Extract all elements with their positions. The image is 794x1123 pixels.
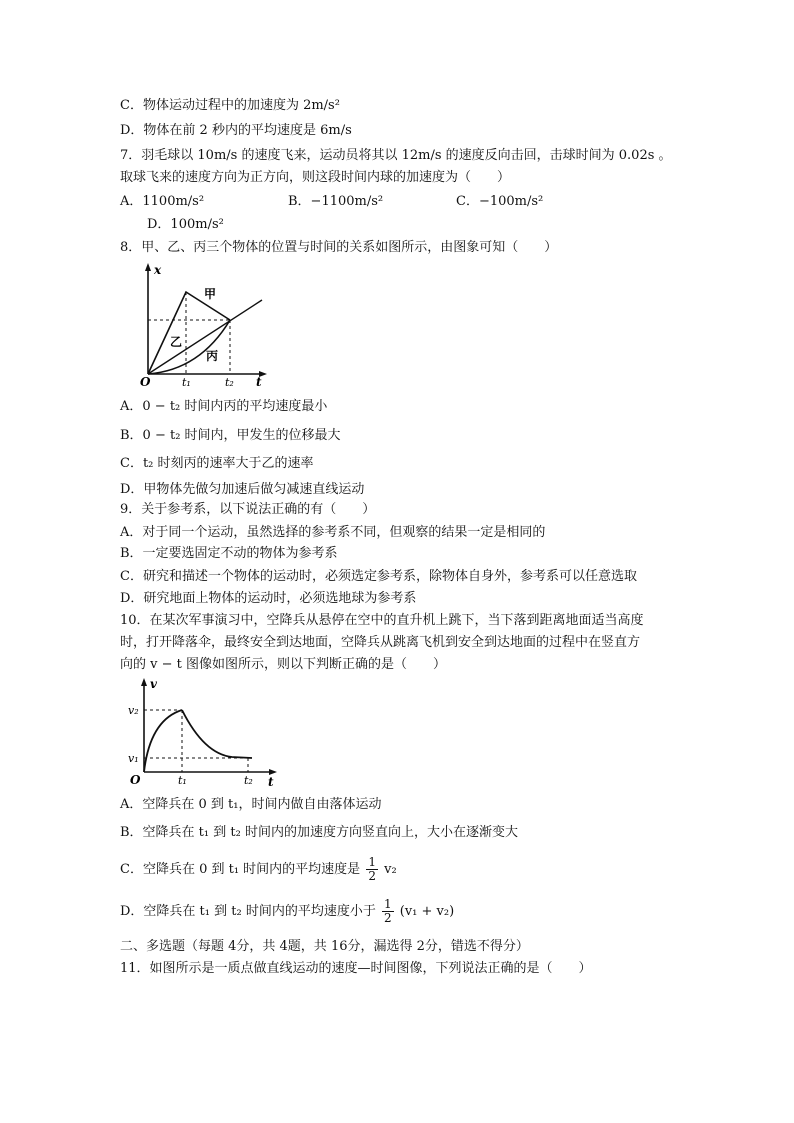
q10-option-c-numerator: 1 [368, 855, 376, 869]
section-2-heading: 二、多选题（每题 4分，共 4题，共 16分，漏选得 2分，错选不得分） [120, 939, 529, 954]
q9-option-d: D．研究地面上物体的运动时，必须选地球为参考系 [120, 591, 417, 606]
q9-stem: 9．关于参考系，以下说法正确的有（ ） [120, 502, 376, 517]
q10-velocity-time-graph [128, 676, 283, 794]
q10-axis-y-label: v [150, 677, 157, 691]
q9-option-a: A．对于同一个运动，虽然选择的参考系不同，但观察的结果一定是相同的 [120, 525, 546, 540]
q11-stem: 11．如图所示是一质点做直线运动的速度—时间图像，下列说法正确的是（ ） [120, 961, 592, 976]
q8-option-d: D．甲物体先做匀加速后做匀减速直线运动 [120, 482, 365, 497]
q8-position-time-graph [140, 262, 270, 387]
q8-label-jia: 甲 [204, 287, 217, 301]
q10-t2-label: t₂ [244, 774, 253, 787]
q10-curve-fall [182, 710, 252, 758]
q10-t1-label: t₁ [178, 774, 187, 787]
q10-y-arrow [141, 678, 147, 686]
q8-t1-label: t₁ [182, 376, 191, 387]
q10-option-c-text: C．空降兵在 0 到 t₁ 时间内的平均速度是 [120, 862, 361, 877]
q7-options-row [120, 193, 680, 211]
q10-option-c-denominator: 2 [368, 869, 376, 883]
q8-stem: 8．甲、乙、丙三个物体的位置与时间的关系如图所示，由图象可知（ ） [120, 240, 558, 255]
q10-axis-x-label: t [268, 775, 274, 789]
q10-stem-line2: 时，打开降落伞，最终安全到达地面，空降兵从跳离飞机到安全到达地面的过程中在竖直方 [120, 635, 641, 650]
q10-v2-label: v₂ [128, 704, 139, 717]
q9-option-c: C．研究和描述一个物体的运动时，必须选定参考系，除物体自身外，参考系可以任意选取 [120, 569, 637, 584]
q6-option-d: D．物体在前 2 秒内的平均速度是 6m/s [120, 123, 352, 138]
q10-option-c-fraction [366, 856, 378, 883]
q7-option-d: D．100m/s² [147, 217, 224, 232]
q10-option-d-denominator: 2 [383, 911, 392, 925]
q10-option-c [120, 856, 397, 883]
q7-option-b: B．−1100m/s² [288, 194, 384, 209]
q8-t2-label: t₂ [225, 376, 234, 387]
q6-option-c: C．物体运动过程中的加速度为 2m/s² [120, 98, 340, 113]
q7-stem-line1: 7．羽毛球以 10m/s 的速度飞来，运动员将其以 12m/s 的速度反向击回，击球时间为 0.02s 。 [120, 148, 672, 163]
q10-stem-line1: 10．在某次军事演习中，空降兵从悬停在空中的直升机上跳下，当下落到距离地面适当高度 [120, 613, 644, 628]
q10-option-b: B．空降兵在 t₁ 到 t₂ 时间内的加速度方向竖直向上，大小在逐渐变大 [120, 825, 518, 840]
q9-option-b: B．一定要选固定不动的物体为参考系 [120, 546, 338, 561]
q10-option-a: A．空降兵在 0 到 t₁，时间内做自由落体运动 [120, 797, 382, 812]
q8-label-bing: 丙 [206, 349, 219, 363]
q10-option-d-numerator: 1 [383, 897, 392, 911]
q10-origin-label: O [130, 773, 141, 787]
q8-label-yi: 乙 [170, 335, 183, 349]
q10-option-d-fraction [382, 898, 394, 925]
q7-option-c: C．−100m/s² [456, 194, 544, 209]
q10-option-d-text: D．空降兵在 t₁ 到 t₂ 时间内的平均速度小于 [120, 904, 376, 919]
q8-axis-x-label: t [256, 375, 262, 387]
q7-option-a: A．1100m/s² [120, 194, 205, 209]
q8-option-a: A．0 − t₂ 时间内丙的平均速度最小 [120, 399, 328, 414]
q7-stem-line2: 取球飞来的速度方向为正方向，则这段时间内球的加速度为（ ） [120, 170, 511, 185]
q8-option-c: C．t₂ 时刻丙的速率大于乙的速率 [120, 456, 314, 471]
q8-axis-y-label: x [154, 263, 162, 277]
q8-option-b: B．0 − t₂ 时间内，甲发生的位移最大 [120, 428, 341, 443]
q10-option-c-symbol: v₂ [384, 862, 397, 877]
q10-option-d-symbol: (v₁ + v₂) [399, 904, 455, 919]
q10-curve-rise [144, 710, 182, 772]
q8-y-arrow [145, 263, 151, 271]
q10-stem-line3: 向的 v − t 图像如图所示，则以下判断正确的是（ ） [120, 657, 446, 672]
q10-v1-label: v₁ [128, 752, 139, 765]
q8-origin-label: O [140, 375, 151, 387]
q10-option-d [120, 898, 454, 925]
